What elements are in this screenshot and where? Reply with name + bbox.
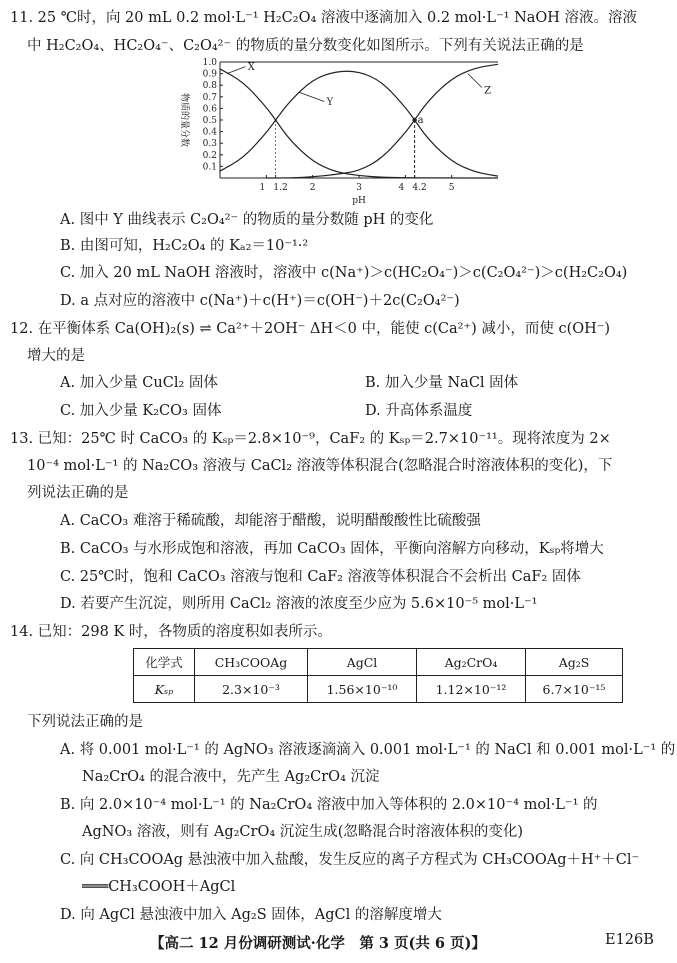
y-tick-label: 0.6 bbox=[202, 104, 217, 115]
q14-option-c[interactable]: C. 向 CH₃COOAg 悬浊液中加入盐酸，发生反应的离子方程式为 CH₃COOAg＋H⁺＋Cl⁻ bbox=[60, 852, 640, 868]
q12-option-a[interactable]: A. 加入少量 CuCl₂ 固体 bbox=[60, 375, 218, 391]
q14-option-d[interactable]: D. 向 AgCl 悬浊液中加入 Ag₂S 固体，AgCl 的溶解度增大 bbox=[60, 907, 442, 923]
q14-option-c-cont: ═══CH₃COOH＋AgCl bbox=[82, 879, 236, 895]
table-cell: 1.56×10⁻¹⁰ bbox=[308, 676, 417, 703]
table-cell: Kₛₚ bbox=[134, 676, 195, 703]
q13-option-d[interactable]: D. 若要产生沉淀，则所用 CaCl₂ 溶液的浓度至少应为 5.6×10⁻⁵ mol·L⁻¹ bbox=[60, 596, 538, 612]
curve-y bbox=[220, 71, 498, 176]
q13-option-c[interactable]: C. 25℃时，饱和 CaCO₃ 溶液与饱和 CaF₂ 溶液等体积混合不会析出 CaF₂ 固体 bbox=[60, 569, 581, 585]
q14-option-a-cont: Na₂CrO₄ 的混合液中，先产生 Ag₂CrO₄ 沉淀 bbox=[82, 769, 380, 785]
curve-label-y: Y bbox=[326, 96, 334, 108]
curve-z bbox=[266, 64, 498, 178]
y-axis-label: 物质的量分数 bbox=[179, 92, 189, 148]
table-cell: Ag₂CrO₄ bbox=[417, 649, 526, 676]
q12-option-b[interactable]: B. 加入少量 NaCl 固体 bbox=[365, 375, 519, 391]
q11-stem-line2: 中 H₂C₂O₄、HC₂O₄⁻、C₂O₄²⁻ 的物质的量分数变化如图所示。下列有关说法正确的是 bbox=[27, 38, 584, 54]
table-cell: 6.7×10⁻¹⁵ bbox=[526, 676, 623, 703]
label-leader-z bbox=[468, 74, 482, 88]
x-tick-label: 1.2 bbox=[273, 183, 288, 193]
q13-stem-line1: 13. 已知：25℃ 时 CaCO₃ 的 Kₛₚ＝2.8×10⁻⁹，CaF₂ 的 Kₛₚ＝2.7×10⁻¹¹。现将浓度为 2× bbox=[10, 431, 611, 447]
species-fraction-plot bbox=[168, 54, 502, 212]
q13-option-b[interactable]: B. CaCO₃ 与水形成饱和溶液，再加 CaCO₃ 固体，平衡向溶解方向移动，Kₛₚ将增大 bbox=[60, 541, 604, 557]
y-tick-label: 0.4 bbox=[202, 127, 217, 138]
x-axis-label: pH bbox=[352, 196, 366, 206]
table-row bbox=[134, 676, 623, 703]
q12-stem-line1: 12. 在平衡体系 Ca(OH)₂(s) ⇌ Ca²⁺＋2OH⁻ ΔH＜0 中，能使 c(Ca²⁺) 减小，而使 c(OH⁻) bbox=[10, 321, 611, 337]
curve-label-x: X bbox=[247, 62, 255, 74]
q14-option-b-cont: AgNO₃ 溶液，则有 Ag₂CrO₄ 沉淀生成(忽略混合时溶液体积的变化) bbox=[82, 824, 524, 840]
y-tick-label: 0.1 bbox=[202, 162, 217, 173]
table-cell: 2.3×10⁻³ bbox=[195, 676, 308, 703]
x-tick-label: 2 bbox=[309, 183, 316, 193]
point-a-label: a bbox=[417, 115, 424, 126]
q11-stem-line1: 11. 25 ℃时，向 20 mL 0.2 mol·L⁻¹ H₂C₂O₄ 溶液中逐滴加入 0.2 mol·L⁻¹ NaOH 溶液。溶液 bbox=[10, 10, 638, 26]
q11-option-b[interactable]: B. 由图可知，H₂C₂O₄ 的 Kₐ₂＝10⁻¹·² bbox=[60, 238, 309, 254]
y-tick-label: 0.9 bbox=[202, 69, 217, 80]
x-tick-label: 4.2 bbox=[412, 183, 427, 193]
q12-stem-line2: 增大的是 bbox=[27, 348, 85, 364]
q14-prompt: 下列说法正确的是 bbox=[27, 714, 143, 730]
q11-option-c[interactable]: C. 加入 20 mL NaOH 溶液时，溶液中 c(Na⁺)＞c(HC₂O₄⁻)＞c(C₂O₄²⁻)＞c(H₂C₂O₄) bbox=[60, 265, 628, 281]
y-tick-label: 0.2 bbox=[202, 150, 217, 161]
x-tick-label: 1 bbox=[259, 183, 266, 193]
table-cell: 化学式 bbox=[134, 649, 195, 676]
table-cell: Ag₂S bbox=[526, 649, 623, 676]
label-leader-y bbox=[299, 92, 324, 101]
q11-option-a[interactable]: A. 图中 Y 曲线表示 C₂O₄²⁻ 的物质的量分数随 pH 的变化 bbox=[60, 212, 434, 228]
curve-x bbox=[220, 69, 498, 178]
q13-option-a[interactable]: A. CaCO₃ 难溶于稀硫酸，却能溶于醋酸，说明醋酸酸性比硫酸强 bbox=[60, 513, 481, 529]
q12-option-d[interactable]: D. 升高体系温度 bbox=[365, 403, 473, 419]
q12-option-c[interactable]: C. 加入少量 K₂CO₃ 固体 bbox=[60, 403, 222, 419]
paper-code: E126B bbox=[605, 932, 654, 948]
q14-stem: 14. 已知：298 K 时，各物质的溶度积如表所示。 bbox=[10, 624, 332, 640]
y-tick-label: 0.7 bbox=[202, 92, 217, 103]
table-cell: CH₃COOAg bbox=[195, 649, 308, 676]
y-tick-label: 1.0 bbox=[202, 58, 217, 68]
y-tick-label: 0.5 bbox=[202, 116, 217, 126]
x-tick-label: 5 bbox=[448, 183, 455, 193]
table-cell: AgCl bbox=[308, 649, 417, 676]
x-tick-label: 3 bbox=[356, 183, 362, 193]
q11-option-d[interactable]: D. a 点对应的溶液中 c(Na⁺)＋c(H⁺)＝c(OH⁻)＋2c(C₂O₄²⁻) bbox=[60, 293, 460, 309]
table-cell: 1.12×10⁻¹² bbox=[417, 676, 526, 703]
point-a-marker bbox=[412, 118, 416, 122]
curve-label-z: Z bbox=[484, 85, 492, 97]
table-row bbox=[134, 649, 623, 676]
q14-option-b[interactable]: B. 向 2.0×10⁻⁴ mol·L⁻¹ 的 Na₂CrO₄ 溶液中加入等体积的 2.0×10⁻⁴ mol·L⁻¹ 的 bbox=[60, 797, 598, 813]
q13-stem-line3: 列说法正确的是 bbox=[27, 485, 129, 501]
label-leader-x bbox=[227, 67, 246, 74]
y-tick-label: 0.8 bbox=[202, 81, 217, 92]
x-tick-label: 4 bbox=[398, 183, 405, 193]
q13-stem-line2: 10⁻⁴ mol·L⁻¹ 的 Na₂CO₃ 溶液与 CaCl₂ 溶液等体积混合(忽略混合时溶液体积的变化)，下 bbox=[27, 458, 613, 474]
q11-chart bbox=[168, 54, 502, 212]
page-footer: 【高二 12 月份调研测试·化学 第 3 页(共 6 页)】 bbox=[150, 935, 486, 952]
y-tick-label: 0.3 bbox=[202, 139, 217, 150]
ksp-table bbox=[133, 648, 623, 703]
q14-option-a[interactable]: A. 将 0.001 mol·L⁻¹ 的 AgNO₃ 溶液逐滴滴入 0.001 mol·L⁻¹ 的 NaCl 和 0.001 mol·L⁻¹ 的 bbox=[60, 742, 676, 758]
